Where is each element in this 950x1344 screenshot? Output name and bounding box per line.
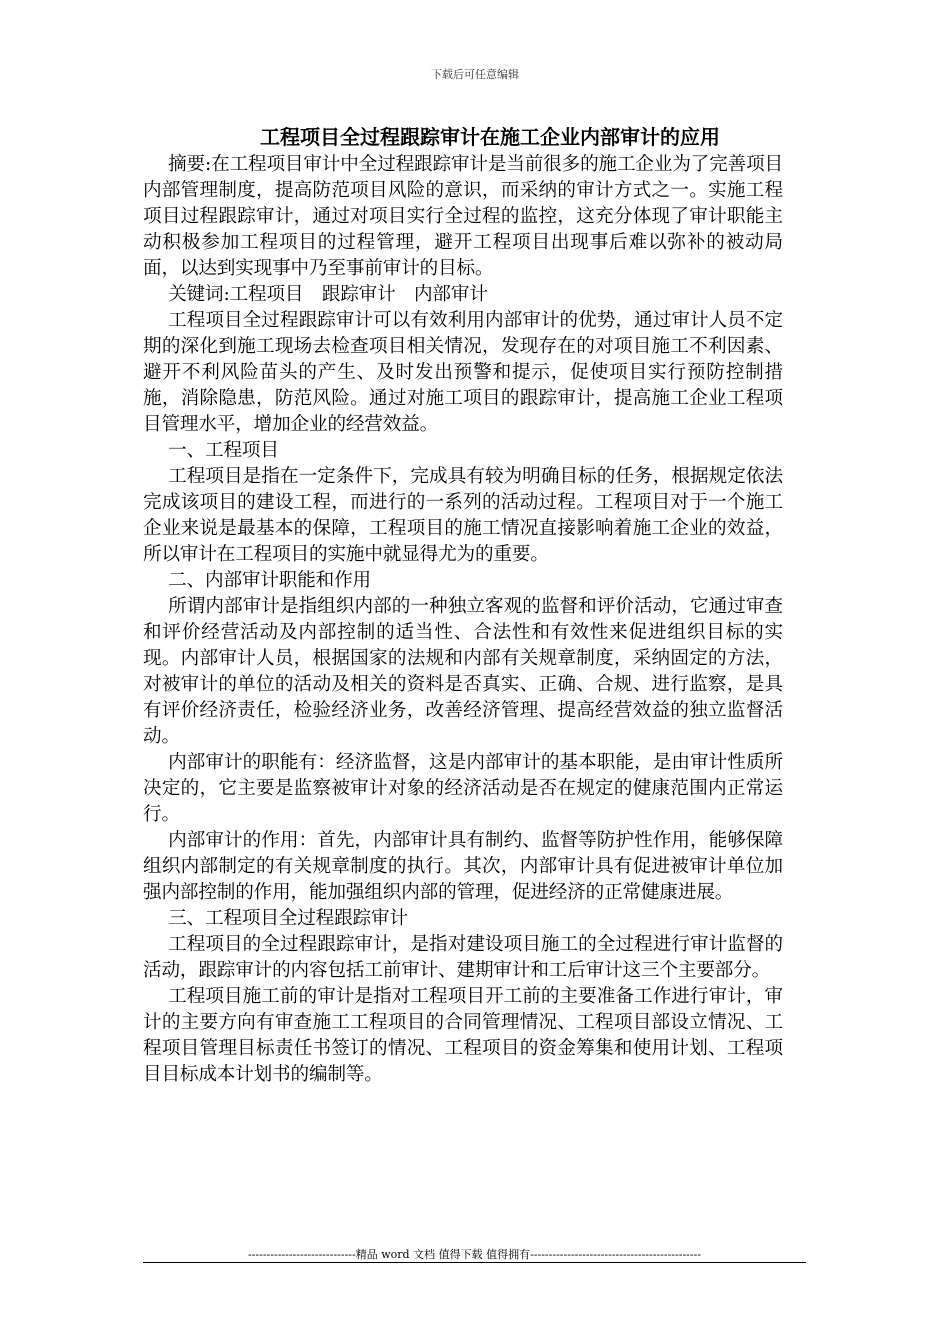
section-heading-3: 三、工程项目全过程跟踪审计 — [168, 908, 408, 929]
document-title: 工程项目全过程跟踪审计在施工企业内部审计的应用 — [260, 125, 720, 149]
body-paragraph: 内部审计的职能有：经济监督，这是内部审计的基本职能，是由审计性质所决定的，它主要是监察被审计对象的经济活动是否在规定的健康范围内正常运行。 — [143, 752, 783, 825]
keywords-paragraph: 关键词:工程项目 跟踪审计 内部审计 — [168, 284, 488, 305]
section-heading-2: 二、内部审计职能和作用 — [168, 570, 371, 591]
body-paragraph: 工程项目的全过程跟踪审计，是指对建设项目施工的全过程进行审计监督的活动，跟踪审计的内容包括工前审计、建期审计和工后审计这三个主要部分。 — [143, 934, 783, 981]
body-paragraph: 所谓内部审计是指组织内部的一种独立客观的监督和评价活动，它通过审查和评价经营活动及内部控制的适当性、合法性和有效性来促进组织目标的实现。内部审计人员，根据国家的法规和内部有关规章制度，采纳固定的方法，对被审计的单位的活动及相关的资料是否真实、正确、合规、进行监察，是具有评价经济责任，检验经济业务，改善经济管理、提高经营效益的独立监督活动。 — [143, 596, 783, 747]
body-paragraph: 内部审计的作用：首先，内部审计具有制约、监督等防护性作用，能够保障组织内部制定的有关规章制度的执行。其次，内部审计具有促进被审计单位加强内部控制的作用，能加强组织内部的管理，促进经济的正常健康进展。 — [143, 830, 783, 903]
section-heading-1: 一、工程项目 — [168, 440, 279, 461]
body-paragraph: 工程项目全过程跟踪审计可以有效利用内部审计的优势，通过审计人员不定期的深化到施工现场去检查项目相关情况，发现存在的对项目施工不利因素、避开不利风险苗头的产生、及时发出预警和提示，促使项目实行预防控制措施，消除隐患，防范风险。通过对施工项目的跟踪审计，提高施工企业工程项目管理水平，增加企业的经营效益。 — [143, 310, 783, 435]
document-body — [143, 122, 783, 1088]
body-paragraph: 工程项目施工前的审计是指对工程项目开工前的主要准备工作进行审计，审计的主要方向有审查施工工程项目的合同管理情况、工程项目部设立情况、工程项目管理目标责任书签订的情况、工程项目的资金筹集和使用计划、工程项目目标成本计划书的编制等。 — [143, 986, 783, 1085]
page-footer: -----------------------------精品 word 文档 值得下载 值得拥有---------------------------------------------- — [247, 1248, 702, 1261]
page-header: 下载后可任意编辑 — [431, 68, 519, 81]
footer-rule — [143, 1262, 806, 1263]
body-paragraph: 工程项目是指在一定条件下，完成具有较为明确目标的任务，根据规定依法完成该项目的建设工程，而进行的一系列的活动过程。工程项目对于一个施工企业来说是最基本的保障，工程项目的施工情况直接影响着施工企业的效益，所以审计在工程项目的实施中就显得尤为的重要。 — [143, 466, 783, 565]
abstract-paragraph: 摘要:在工程项目审计中全过程跟踪审计是当前很多的施工企业为了完善项目内部管理制度，提高防范项目风险的意识，而采纳的审计方式之一。实施工程项目过程跟踪审计，通过对项目实行全过程的监控，这充分体现了审计职能主动积极参加工程项目的过程管理，避开工程项目出现事后难以弥补的被动局面，以达到实现事中乃至事前审计的目标。 — [143, 154, 783, 279]
